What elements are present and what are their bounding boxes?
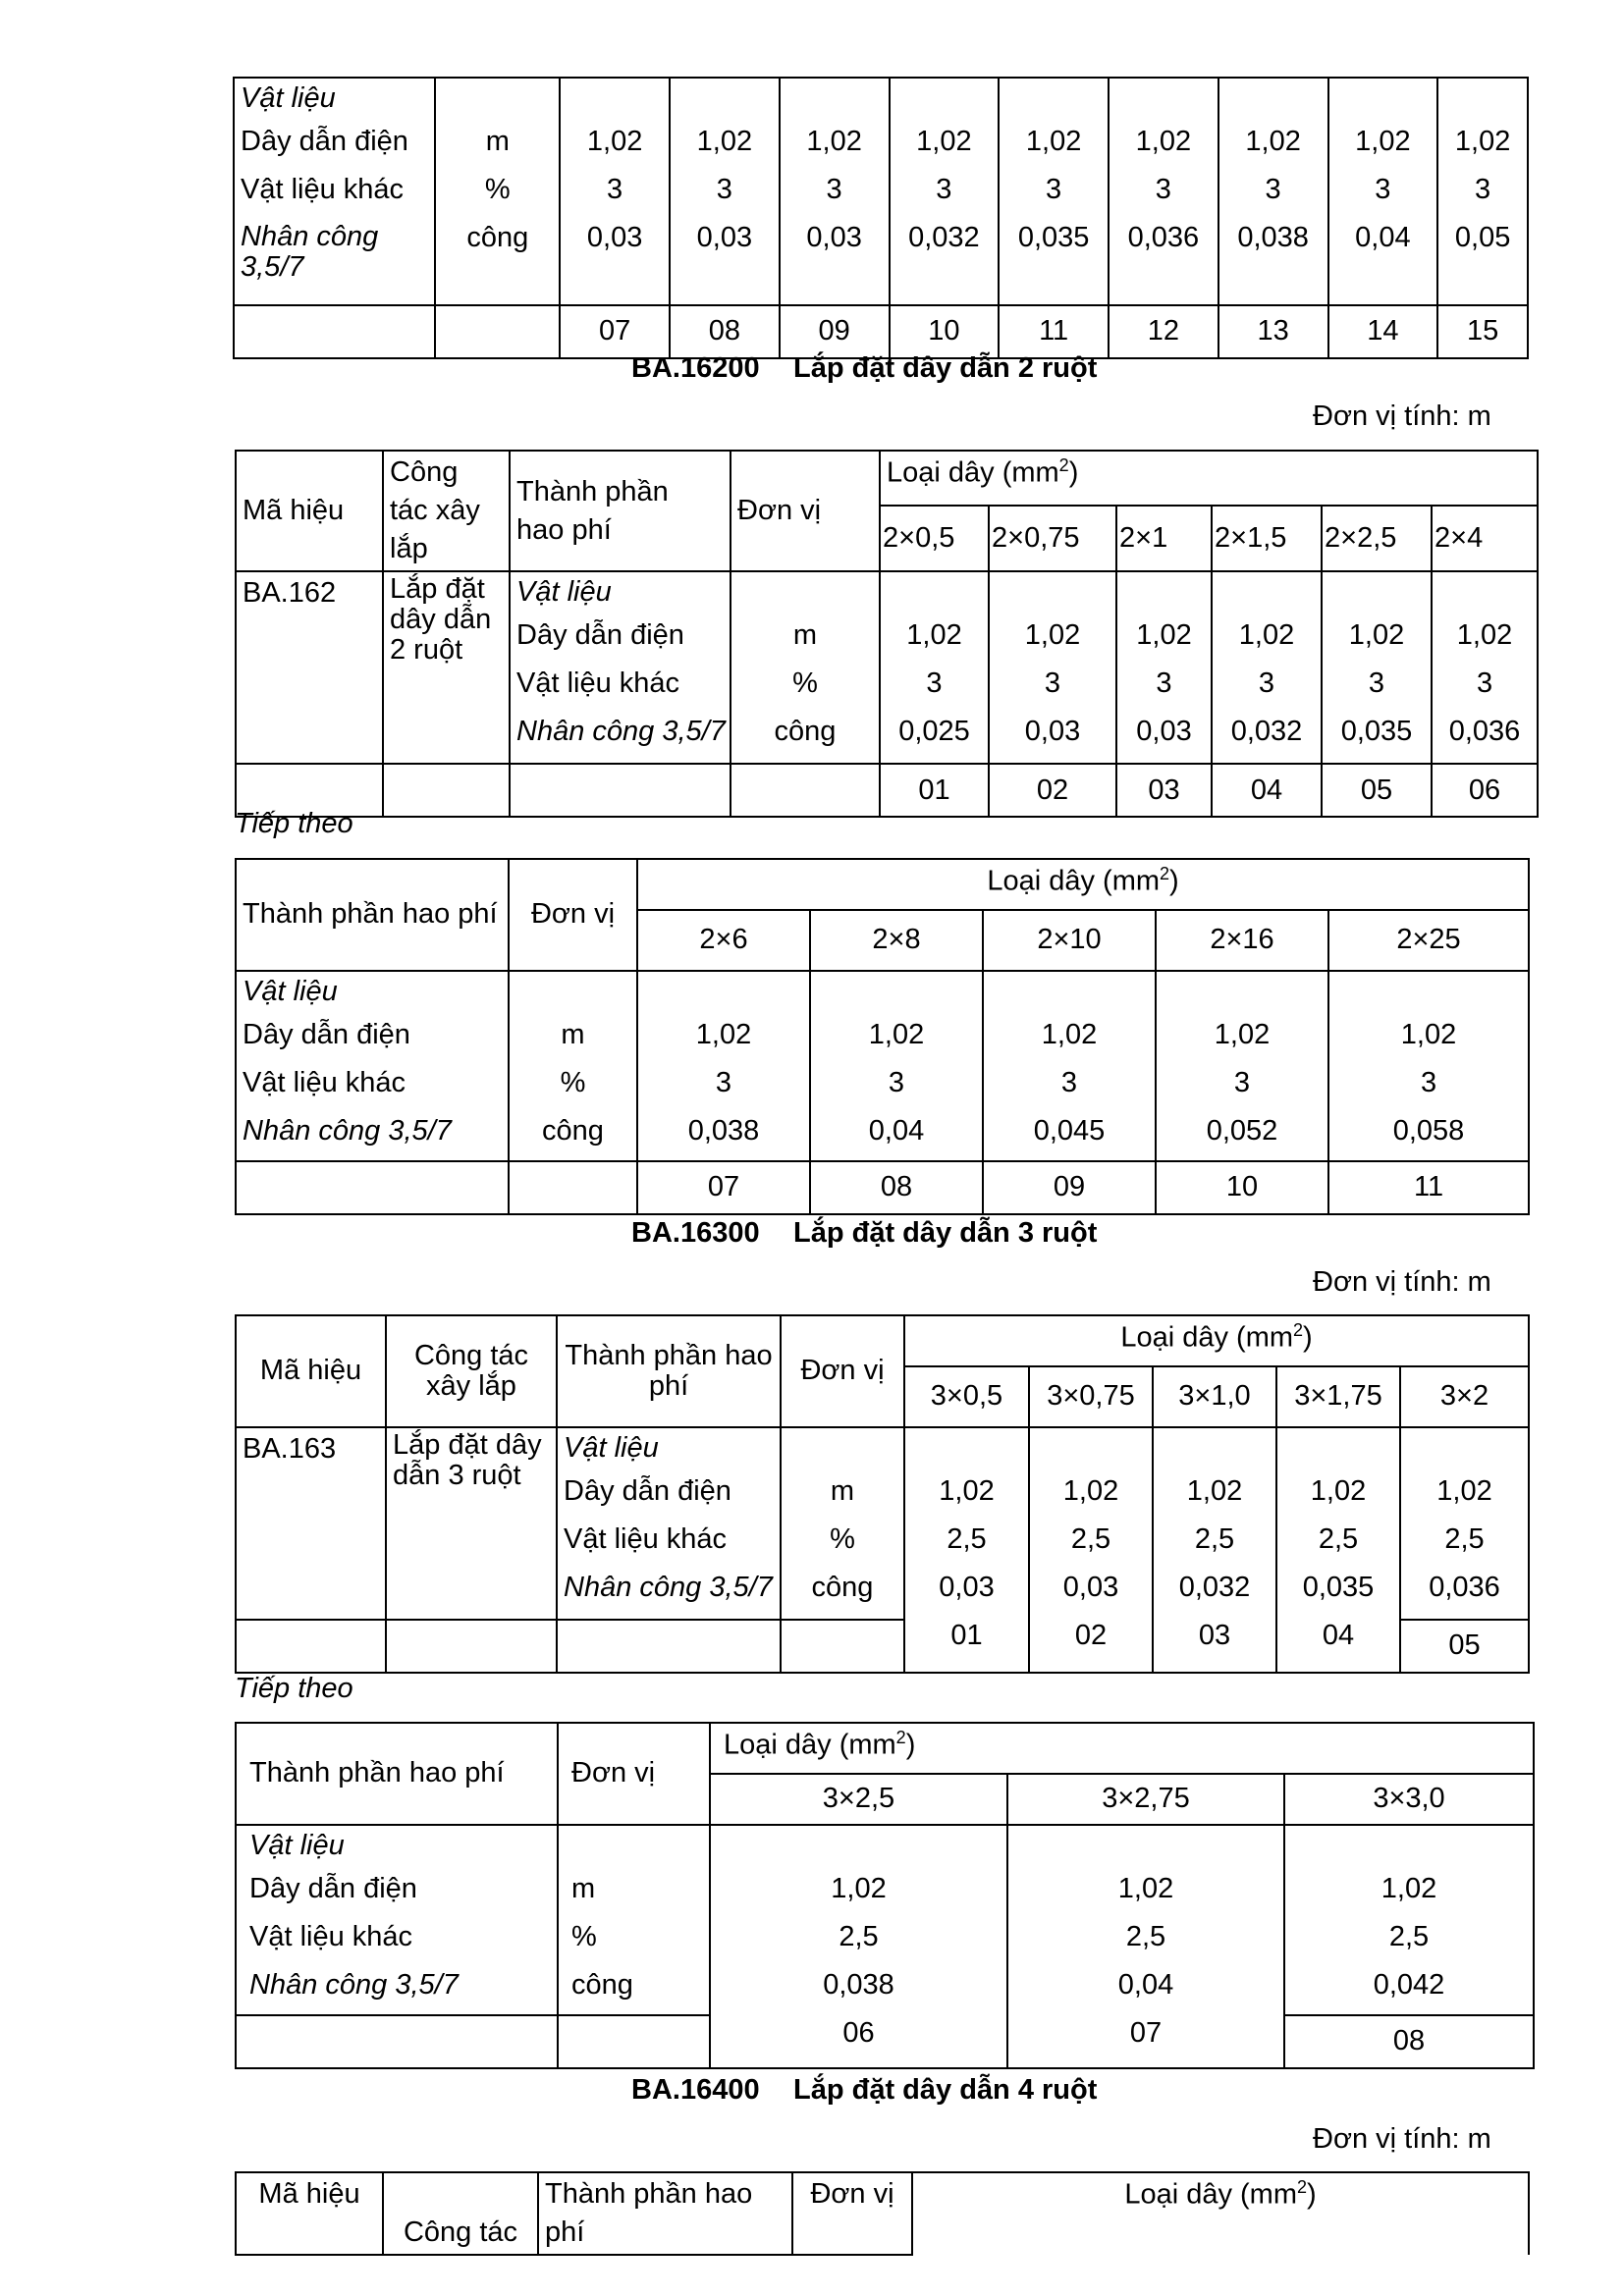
- section-title: Lắp đặt dây dẫn 4 ruột: [793, 2074, 1098, 2106]
- table-ba164-header: [235, 2171, 1530, 2256]
- cell-value: 1,02: [1238, 619, 1295, 652]
- cell-value: 0,03: [696, 222, 753, 253]
- code-cell: 02: [989, 764, 1116, 817]
- code-cell: 11: [999, 305, 1109, 358]
- cell-value: 0,038: [687, 1115, 760, 1147]
- unit-cong: công: [466, 222, 529, 253]
- cell-value: 1,02: [806, 126, 862, 157]
- cell-value: 3: [607, 174, 623, 205]
- cell-value: 0,035: [1017, 222, 1090, 253]
- type-header: 3×3,0: [1284, 1774, 1534, 1825]
- code-cell: 08: [1284, 2015, 1534, 2068]
- label-vat-lieu: Vật liệu: [516, 576, 612, 609]
- header-don-vi: Đơn vị: [731, 451, 880, 571]
- section-title: Lắp đặt dây dẫn 3 ruột: [793, 1217, 1098, 1249]
- table-ba162: [235, 450, 1539, 818]
- type-header: 2×1,5: [1212, 506, 1322, 571]
- unit-percent: %: [484, 174, 511, 205]
- cell-value: 2,5: [1388, 1921, 1430, 1952]
- table-continued-top: [233, 77, 1529, 359]
- type-header: 2×0,5: [880, 506, 989, 571]
- cell-value: 1,02: [831, 1873, 887, 1904]
- type-header: 2×0,75: [989, 506, 1116, 571]
- cell-value: 0,03: [586, 222, 643, 253]
- type-header: 2×25: [1328, 910, 1529, 971]
- cell-value: 0,032: [1230, 716, 1303, 748]
- cell-value: 1,02: [1310, 1475, 1367, 1507]
- code-cell: 13: [1218, 305, 1328, 358]
- cell-cong-tac: Lắp đặt dây dẫn 2 ruột: [383, 571, 510, 764]
- code-cell: 07: [1129, 2017, 1163, 2049]
- cell-value: 2,5: [1444, 1523, 1485, 1555]
- cell-value: 0,03: [1062, 1572, 1119, 1603]
- cell-value: 0,025: [898, 716, 970, 748]
- cell-value: 1,02: [1041, 1019, 1098, 1050]
- section-code: BA.16300: [631, 1217, 760, 1249]
- section-heading-ba16200: [631, 352, 1097, 385]
- cell-value: 3: [1375, 174, 1391, 205]
- header-thanh-phan-hao-phi: Thành phần hao phí: [557, 1315, 781, 1427]
- cell-ma-hieu: BA.162: [236, 571, 383, 764]
- type-header: 2×1: [1116, 506, 1212, 571]
- cell-value: 2,5: [947, 1523, 987, 1555]
- label-vat-lieu: Vật liệu: [564, 1432, 659, 1464]
- table-ba163-continued: [235, 1722, 1535, 2069]
- cell-value: 3: [1265, 174, 1281, 205]
- cell-ma-hieu: BA.163: [236, 1427, 386, 1620]
- cell-value: 0,035: [1340, 716, 1413, 748]
- cell-cong-tac: Lắp đặt dây dẫn 3 ruột: [386, 1427, 557, 1620]
- code-cell: 08: [670, 305, 780, 358]
- unit-m: m: [561, 1019, 585, 1050]
- section-heading-ba16300: [631, 1217, 1097, 1250]
- cell-value: 1,02: [1117, 1873, 1174, 1904]
- cell-value: 3: [1155, 174, 1171, 205]
- cell-value: 3: [715, 1067, 732, 1098]
- type-header: 2×4: [1432, 506, 1538, 571]
- cell-value: 0,045: [1033, 1115, 1106, 1147]
- cell-value: 2,5: [1318, 1523, 1359, 1555]
- type-header: 2×10: [983, 910, 1156, 971]
- code-cell: 15: [1437, 305, 1528, 358]
- unit-note: Đơn vị tính: m: [1313, 2123, 1491, 2155]
- header-don-vi: Đơn vị: [558, 1723, 710, 1825]
- code-cell: 01: [880, 764, 989, 817]
- code-cell: 14: [1328, 305, 1438, 358]
- cell-value: 0,04: [1355, 222, 1411, 253]
- header-cong-tac-xay-lap: Công tác xây lắp: [386, 1315, 557, 1427]
- label-vat-lieu-khac: Vật liệu khác: [516, 667, 680, 700]
- cell-value: 1,02: [1355, 126, 1411, 157]
- code-cell: 09: [983, 1161, 1156, 1214]
- cell-value: 0,035: [1302, 1572, 1375, 1603]
- cell-value: 2,5: [1194, 1523, 1235, 1555]
- label-nhan-cong: Nhân công 3,5/7: [249, 1969, 459, 2001]
- cell-value: 3: [1368, 667, 1385, 700]
- type-header: 3×1,75: [1276, 1366, 1400, 1427]
- table-ba163: [235, 1314, 1530, 1674]
- cell-value: 3: [1044, 667, 1061, 700]
- cell-value: 1,02: [695, 1019, 752, 1050]
- cell-value: 3: [1233, 1067, 1251, 1098]
- unit-percent: %: [830, 1523, 855, 1555]
- cell-value: 3: [826, 174, 842, 205]
- header-loai-day: Loại dây $(mm^2)$: [904, 1315, 1529, 1366]
- cell-value: 1,02: [1436, 1475, 1492, 1507]
- header-loai-day: Loại dây $(mm^2)$: [710, 1723, 1534, 1774]
- cell-value: 0,05: [1454, 222, 1511, 253]
- code-cell: 11: [1328, 1161, 1529, 1214]
- cell-value: 0,03: [1024, 716, 1081, 748]
- cell-value: 1,02: [1062, 1475, 1119, 1507]
- cell-value: 0,04: [868, 1115, 925, 1147]
- cell-value: 0,058: [1392, 1115, 1465, 1147]
- cell-value: 3: [1476, 667, 1493, 700]
- type-header: 3×0,5: [904, 1366, 1029, 1427]
- cell-value: 1,02: [1245, 126, 1301, 157]
- cell-value: 1,02: [586, 126, 643, 157]
- unit-percent: %: [792, 667, 818, 700]
- cell-value: 0,052: [1206, 1115, 1278, 1147]
- code-cell: 03: [1116, 764, 1212, 817]
- cell-value: 0,03: [1136, 716, 1192, 748]
- cell-value: 3: [1475, 174, 1491, 205]
- code-cell: 08: [810, 1161, 983, 1214]
- unit-percent: %: [560, 1067, 586, 1098]
- header-thanh-phan-hao-phi: Thành phần hao phí: [510, 451, 731, 571]
- cell-value: 1,02: [1456, 619, 1513, 652]
- header-ma-hieu: Mã hiệu: [236, 1315, 386, 1427]
- label-day-dan-dien: Dây dẫn điện: [516, 619, 684, 652]
- cell-value: 1,02: [1135, 126, 1192, 157]
- cell-value: 1,02: [868, 1019, 925, 1050]
- cell-value: 3: [888, 1067, 905, 1098]
- cell-value: 1,02: [1136, 619, 1192, 652]
- unit-percent: %: [571, 1921, 597, 1952]
- code-cell: 07: [560, 305, 670, 358]
- label-nhan-cong: Nhân công 3,5/7: [564, 1572, 773, 1603]
- type-header: 3×1,0: [1153, 1366, 1276, 1427]
- cell-value: 0,036: [1429, 1572, 1500, 1603]
- label-vat-lieu: Vật liệu: [249, 1830, 345, 1861]
- cell-value: 0,038: [823, 1969, 894, 2001]
- code-cell: 04: [1322, 1620, 1355, 1651]
- section-heading-ba16400: [631, 2074, 1097, 2107]
- cell-value: 1,02: [1025, 126, 1082, 157]
- code-cell: 02: [1074, 1620, 1108, 1651]
- code-cell: 01: [950, 1620, 983, 1651]
- section-title: Lắp đặt dây dẫn 2 ruột: [793, 352, 1098, 384]
- label-vat-lieu-khac: Vật liệu khác: [249, 1921, 413, 1952]
- cell-value: 0,036: [1448, 716, 1521, 748]
- code-cell: 12: [1109, 305, 1218, 358]
- cell-value: 1,02: [1380, 1873, 1437, 1904]
- unit-note: Đơn vị tính: m: [1313, 1266, 1491, 1298]
- cell-value: 0,036: [1127, 222, 1200, 253]
- type-header: 3×2,5: [710, 1774, 1007, 1825]
- unit-cong: công: [571, 1969, 633, 2001]
- code-cell: 10: [890, 305, 1000, 358]
- type-header: 3×2,75: [1007, 1774, 1284, 1825]
- cell-value: 2,5: [839, 1921, 879, 1952]
- header-don-vi: Đơn vị: [781, 1315, 904, 1427]
- cell-value: 3: [1156, 667, 1172, 700]
- cell-value: 1,02: [696, 126, 753, 157]
- label-vat-lieu-khac: Vật liệu khác: [241, 174, 405, 205]
- unit-m: m: [830, 1475, 855, 1507]
- cell-value: 1,02: [1400, 1019, 1457, 1050]
- cell-value: 2,5: [1125, 1921, 1166, 1952]
- unit-m: m: [792, 619, 818, 652]
- header-don-vi: Đơn vị: [792, 2172, 912, 2255]
- cell-value: 0,042: [1373, 1969, 1445, 2001]
- continued-label: Tiếp theo: [235, 808, 353, 839]
- unit-cong: công: [542, 1115, 604, 1147]
- cell-value: 3: [1258, 667, 1275, 700]
- code-cell: 05: [1322, 764, 1432, 817]
- label-vat-lieu-khac: Vật liệu khác: [564, 1523, 728, 1555]
- label-day-dan-dien: Dây dẫn điện: [243, 1019, 410, 1050]
- code-cell: 09: [780, 305, 890, 358]
- type-header: 2×16: [1156, 910, 1328, 971]
- cell-value: 1,02: [906, 619, 962, 652]
- cell-value: 0,04: [1117, 1969, 1174, 2001]
- cell-value: 3: [716, 174, 732, 205]
- label-vat-lieu: Vật liệu: [241, 82, 336, 114]
- section-code: BA.16400: [631, 2074, 760, 2106]
- cell-value: 0,03: [939, 1572, 995, 1603]
- code-cell: 05: [1400, 1620, 1529, 1673]
- unit-m: m: [485, 126, 510, 157]
- header-loai-day: Loại dây $(mm^2)$: [637, 859, 1529, 910]
- label-day-dan-dien: Dây dẫn điện: [564, 1475, 731, 1507]
- label-nhan-cong: Nhân công 3,5/7: [241, 221, 379, 283]
- cell-value: 0,032: [908, 222, 980, 253]
- header-thanh-phan-hao-phi: Thành phần hao phí: [538, 2172, 792, 2255]
- unit-m: m: [571, 1873, 596, 1904]
- cell-value: 2,5: [1070, 1523, 1111, 1555]
- cell-value: 3: [1060, 1067, 1078, 1098]
- cell-value: 3: [1420, 1067, 1437, 1098]
- code-cell: 07: [637, 1161, 810, 1214]
- label-vat-lieu-khac: Vật liệu khác: [243, 1067, 406, 1098]
- header-loai-day: Loại dây $(mm^2)$: [912, 2172, 1529, 2255]
- continued-label: Tiếp theo: [235, 1673, 353, 1704]
- label-nhan-cong: Nhân công 3,5/7: [243, 1115, 452, 1147]
- cell-value: 0,038: [1237, 222, 1309, 253]
- cell-value: 1,02: [1186, 1475, 1243, 1507]
- cell-value: 3: [926, 667, 943, 700]
- cell-value: 1,02: [1214, 1019, 1271, 1050]
- header-don-vi: Đơn vị: [509, 859, 637, 971]
- type-header: 2×2,5: [1322, 506, 1432, 571]
- type-header: 2×8: [810, 910, 983, 971]
- header-thanh-phan-hao-phi: Thành phần hao phí: [236, 1723, 558, 1825]
- code-cell: 03: [1198, 1620, 1231, 1651]
- section-code: BA.16200: [631, 352, 760, 384]
- cell-value: 1,02: [939, 1475, 995, 1507]
- type-header: 2×6: [637, 910, 810, 971]
- code-cell: 06: [1432, 764, 1538, 817]
- code-cell: 06: [842, 2017, 875, 2049]
- code-cell: 04: [1212, 764, 1322, 817]
- code-cell: 10: [1156, 1161, 1328, 1214]
- cell-value: 1,02: [916, 126, 972, 157]
- label-day-dan-dien: Dây dẫn điện: [249, 1873, 417, 1904]
- cell-value: 1,02: [1454, 126, 1511, 157]
- type-header: 3×0,75: [1029, 1366, 1153, 1427]
- cell-value: 0,032: [1178, 1572, 1251, 1603]
- table-ba162-continued: [235, 858, 1530, 1215]
- cell-value: 0,03: [806, 222, 862, 253]
- unit-note: Đơn vị tính: m: [1313, 400, 1491, 432]
- cell-value: 1,02: [1024, 619, 1081, 652]
- header-cong-tac-xay-lap: Công tác xây lắp: [383, 451, 510, 571]
- header-loai-day: Loại dây $(mm^2)$: [880, 451, 1538, 506]
- cell-value: 1,02: [1348, 619, 1405, 652]
- header-ma-hieu: Mã hiệu: [236, 451, 383, 571]
- unit-cong: công: [811, 1572, 874, 1603]
- label-day-dan-dien: Dây dẫn điện: [241, 126, 408, 157]
- header-cong-tac: Công tác: [383, 2172, 538, 2255]
- label-vat-lieu: Vật liệu: [243, 976, 338, 1007]
- cell-value: 3: [1046, 174, 1062, 205]
- type-header: 3×2: [1400, 1366, 1529, 1427]
- label-nhan-cong: Nhân công 3,5/7: [516, 716, 726, 748]
- cell-value: 3: [936, 174, 952, 205]
- header-thanh-phan-hao-phi: Thành phần hao phí: [236, 859, 509, 971]
- header-ma-hieu: Mã hiệu: [236, 2172, 383, 2255]
- unit-cong: công: [774, 716, 837, 748]
